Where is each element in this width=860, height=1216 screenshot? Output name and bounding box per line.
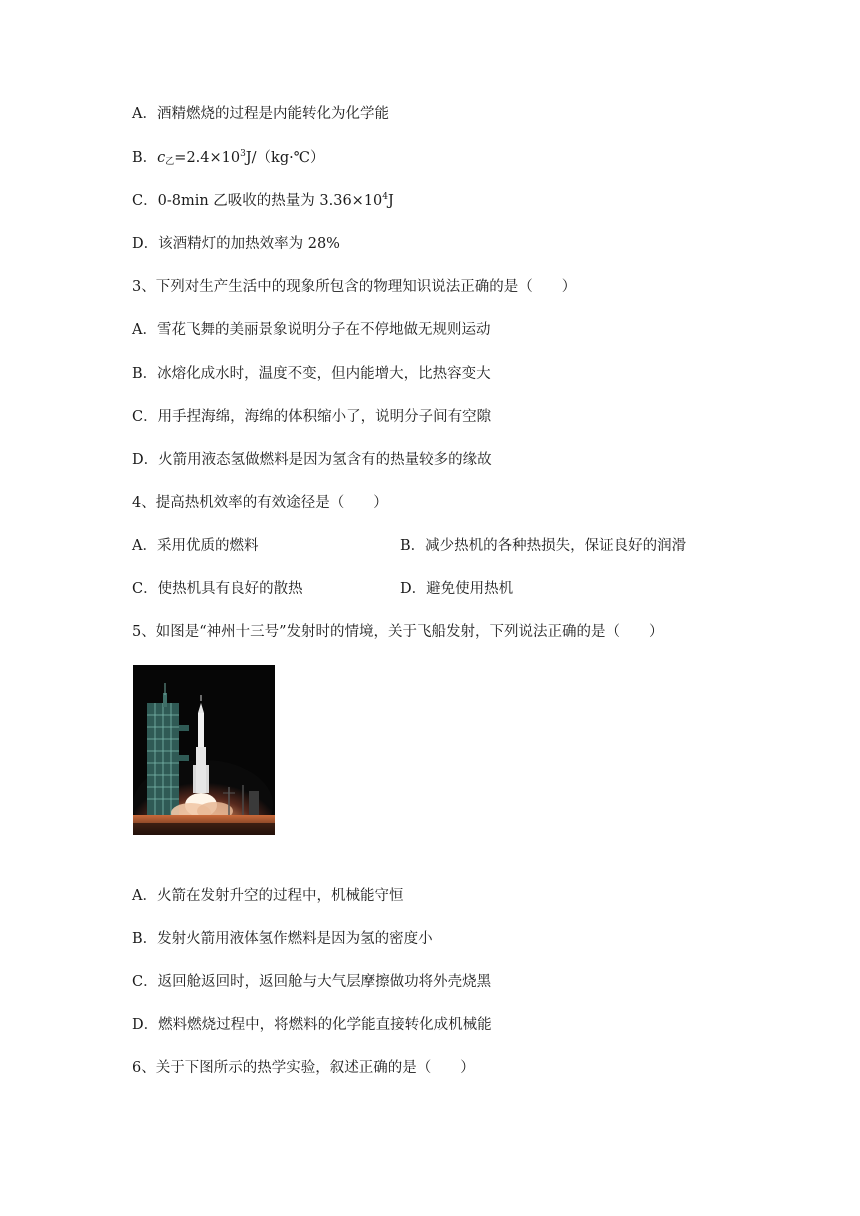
q4-option-b: B．减少热机的各种热损失，保证良好的润滑 (400, 538, 687, 554)
q5-option-d: D．燃料燃烧过程中，将燃料的化学能直接转化成机械能 (132, 1017, 492, 1033)
q2-option-c-prefix: C．0-8min 乙吸收的热量为 3.36×10 (132, 193, 383, 209)
q2-option-b-sub: 乙 (165, 157, 175, 167)
q4-option-c: C．使热机具有良好的散热 (132, 581, 303, 597)
q2-option-b-var: c (157, 150, 166, 166)
q3-option-d: D．火箭用液态氢做燃料是因为氢含有的热量较多的缘故 (132, 452, 492, 468)
q2-option-c-exp: 4 (382, 192, 389, 202)
q3-stem: 3、下列对生产生活中的现象所包含的物理知识说法正确的是（ ） (132, 279, 577, 295)
q2-option-b-exp: 3 (240, 149, 246, 159)
q2-option-d: D．该酒精灯的加热效率为 28% (132, 236, 340, 252)
q3-option-b: B．冰熔化成水时，温度不变，但内能增大，比热容变大 (132, 366, 491, 382)
q4-option-a: A．采用优质的燃料 (132, 538, 259, 554)
q6-stem: 6、关于下图所示的热学实验，叙述正确的是（ ） (132, 1060, 475, 1076)
q5-stem: 5、如图是“神州十三号”发射时的情境，关于飞船发射，下列说法正确的是（ ） (132, 624, 664, 640)
q5-option-a: A．火箭在发射升空的过程中，机械能守恒 (132, 888, 404, 904)
q3-option-c: C．用手捏海绵，海绵的体积缩小了，说明分子间有空隙 (132, 409, 492, 425)
q2-option-c (132, 191, 394, 211)
q4-options-row-1 (132, 536, 258, 556)
q2-option-b-mid: =2.4×10 (174, 150, 241, 166)
q4-stem: 4、提高热机效率的有效途径是（ ） (132, 495, 388, 511)
q2-option-c-suffix: J (388, 193, 394, 209)
q5-option-c: C．返回舱返回时，返回舱与大气层摩擦做功将外壳烧黑 (132, 974, 492, 990)
q4-option-d: D．避免使用热机 (400, 581, 514, 597)
q2-option-b (132, 148, 324, 168)
q5-option-b: B．发射火箭用液体氢作燃料是因为氢的密度小 (132, 931, 433, 947)
q2-option-a: A．酒精燃烧的过程是内能转化为化学能 (132, 106, 389, 122)
q3-option-a: A．雪花飞舞的美丽景象说明分子在不停地做无规则运动 (132, 322, 491, 338)
q2-option-b-suffix: J/（kg·℃） (245, 150, 325, 166)
q2-option-b-prefix: B． (132, 150, 158, 166)
rocket-launch-photo (133, 665, 275, 835)
